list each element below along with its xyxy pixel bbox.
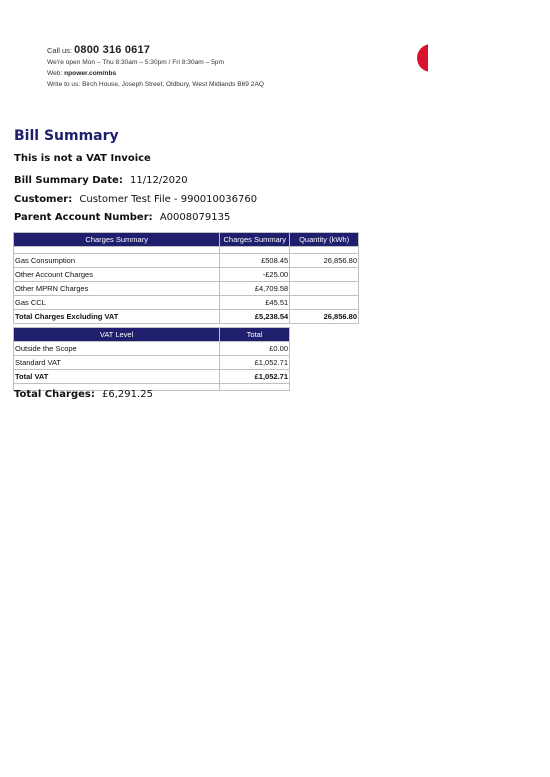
- npower-logo-icon: [417, 44, 445, 72]
- bill-date-value: 11/12/2020: [130, 175, 188, 186]
- charge-quantity: [290, 282, 359, 296]
- write-label: Write to us:: [47, 81, 81, 88]
- vat-summary-table: [13, 327, 290, 391]
- call-label: Call us:: [47, 46, 73, 55]
- vat-header-row: [14, 328, 290, 342]
- charge-description: Gas Consumption: [14, 254, 220, 268]
- charge-amount: £45.51: [220, 296, 290, 310]
- table-row: [14, 342, 290, 356]
- charges-summary-table: [13, 232, 359, 324]
- table-row: [14, 254, 359, 268]
- charge-description: Other MPRN Charges: [14, 282, 220, 296]
- charge-amount: £4,709.58: [220, 282, 290, 296]
- postal-address: Birch House, Joseph Street, Oldbury, West Midlands B69 2AQ: [82, 81, 264, 88]
- charges-header-quantity: Quantity (kWh): [290, 233, 359, 247]
- charges-header-description: Charges Summary: [14, 233, 220, 247]
- total-charges-label: Total Charges Excluding VAT: [14, 310, 220, 324]
- total-vat-amount: £1,052.71: [220, 370, 290, 384]
- customer-label: Customer:: [14, 194, 73, 205]
- parent-account-field: [14, 212, 230, 223]
- bill-date-field: [14, 175, 188, 186]
- phone-number[interactable]: 0800 316 0617: [74, 44, 151, 56]
- charges-header-amount: Charges Summary: [220, 233, 290, 247]
- call-us-line: [47, 44, 264, 57]
- charge-amount: £508.45: [220, 254, 290, 268]
- total-charges-amount: £5,238.54: [220, 310, 290, 324]
- total-charges-quantity: 26,856.80: [290, 310, 359, 324]
- total-charges-field: [14, 389, 153, 400]
- table-row: [14, 356, 290, 370]
- web-link[interactable]: npower.com/nbs: [64, 70, 117, 77]
- table-row: [14, 296, 359, 310]
- vat-amount: £0.00: [220, 342, 290, 356]
- charge-amount: -£25.00: [220, 268, 290, 282]
- customer-value: Customer Test File - 990010036760: [79, 194, 258, 205]
- not-vat-invoice-notice: This is not a VAT Invoice: [14, 153, 151, 164]
- vat-header-total: Total: [220, 328, 290, 342]
- charge-quantity: 26,856.80: [290, 254, 359, 268]
- address-line: [47, 79, 264, 90]
- table-row: [14, 268, 359, 282]
- customer-field: [14, 194, 257, 205]
- opening-hours: We're open Mon – Thu 8:30am – 5:30pm / Fri 8:30am – 5pm: [47, 59, 224, 66]
- vat-header-level: VAT Level: [14, 328, 220, 342]
- web-label: Web:: [47, 70, 63, 77]
- charge-quantity: [290, 296, 359, 310]
- total-vat-label: Total VAT: [14, 370, 220, 384]
- total-vat-row: [14, 370, 290, 384]
- web-line: [47, 68, 264, 79]
- charge-description: Other Account Charges: [14, 268, 220, 282]
- total-charges-value: £6,291.25: [102, 389, 153, 400]
- charges-header-row: [14, 233, 359, 247]
- spacer-row: [14, 247, 359, 254]
- parent-account-label: Parent Account Number:: [14, 212, 153, 223]
- table-row: [14, 282, 359, 296]
- bill-date-label: Bill Summary Date:: [14, 175, 123, 186]
- vat-level: Outside the Scope: [14, 342, 220, 356]
- parent-account-value: A0008079135: [159, 212, 231, 223]
- contact-header: [47, 44, 264, 90]
- vat-level: Standard VAT: [14, 356, 220, 370]
- charge-description: Gas CCL: [14, 296, 220, 310]
- vat-amount: £1,052.71: [220, 356, 290, 370]
- charge-quantity: [290, 268, 359, 282]
- total-charges-row: [14, 310, 359, 324]
- page-title: Bill Summary: [14, 128, 119, 144]
- total-charges-label: Total Charges:: [14, 389, 95, 400]
